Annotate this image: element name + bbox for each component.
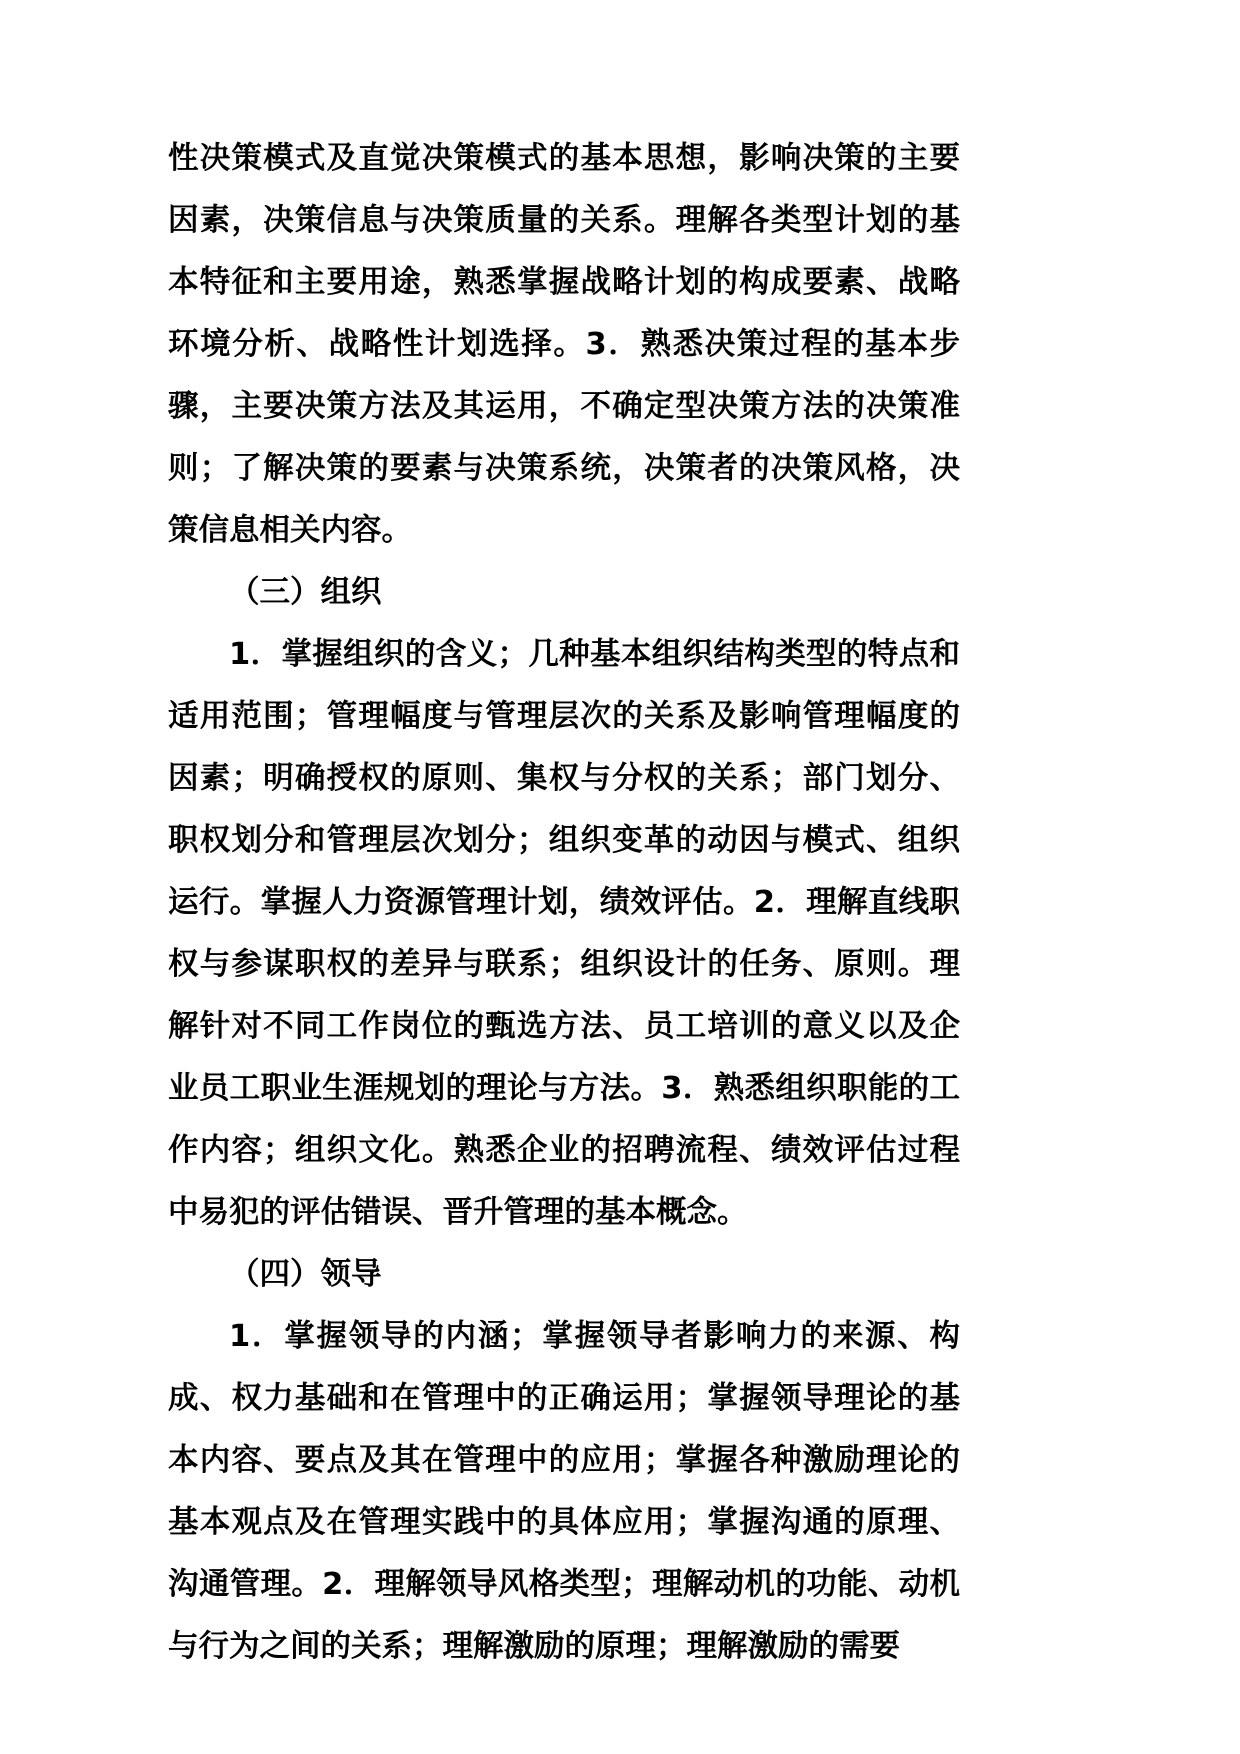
paragraph-leadership: 1．掌握领导的内涵；掌握领导者影响力的来源、构成、权力基础和在管理中的正确运用；掌握领导理论的基本内容、要点及其在管理中的应用；掌握各种激励理论的基本观点及在管理实践中的具体应用；掌握沟通的原理、沟通管理。2．理解领导风格类型；理解动机的功能、动机与行为之间的关系；理解激励的原理；理解激励的需要 [168, 1319, 960, 1664]
paragraph-decision-continuation: 性决策模式及直觉决策模式的基本思想，影响决策的主要因素，决策信息与决策质量的关系。理解各类型计划的基本特征和主要用途，熟悉掌握战略计划的构成要素、战略环境分析、战略性计划选择。3．熟悉决策过程的基本步骤，主要决策方法及其运用，不确定型决策方法的决策准则；了解决策的要素与决策系统，决策者的决策风格，决策信息相关内容。 [168, 141, 960, 548]
heading-section-four: （四）领导 [229, 1257, 382, 1292]
paragraph-organization: 1．掌握组织的含义；几种基本组织结构类型的特点和适用范围；管理幅度与管理层次的关系及影响管理幅度的因素；明确授权的原则、集权与分权的关系；部门划分、职权划分和管理层次划分；组织变革的动因与模式、组织运行。掌握人力资源管理计划，绩效评估。2．理解直线职权与参谋职权的差异与联系；组织设计的任务、原则。理解针对不同工作岗位的甄选方法、员工培训的意义以及企业员工职业生涯规划的理论与方法。3．熟悉组织职能的工作内容；组织文化。熟悉企业的招聘流程、绩效评估过程中易犯的评估错误、晋升管理的基本概念。 [168, 637, 960, 1230]
page-text-body [168, 128, 960, 1678]
heading-section-three: （三）组织 [229, 575, 382, 610]
